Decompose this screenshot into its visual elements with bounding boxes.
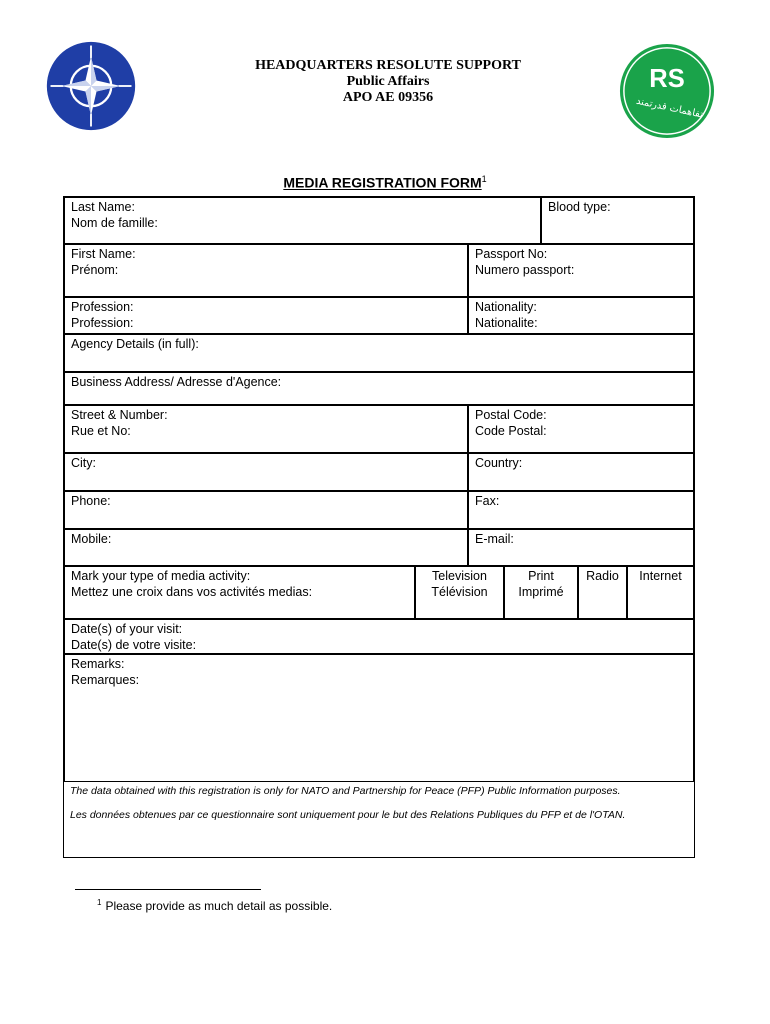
email-field[interactable] xyxy=(468,529,694,566)
media-activity-label-fr: Mettez une croix dans vos activités medias: xyxy=(71,585,313,599)
privacy-notes xyxy=(64,782,694,857)
phone-label: Phone: xyxy=(71,494,111,508)
print-label-en: Print xyxy=(528,569,554,583)
last-name-label-fr: Nom de famille: xyxy=(71,216,158,230)
country-field[interactable] xyxy=(468,453,694,491)
nationality-label-fr: Nationalite: xyxy=(475,316,538,330)
last-name-label-en: Last Name: xyxy=(71,200,135,214)
email-label: E-mail: xyxy=(475,532,514,546)
header-block xyxy=(0,58,770,106)
rs-logo-text: RS xyxy=(649,65,685,94)
postal-code-label-fr: Code Postal: xyxy=(475,424,547,438)
fax-field[interactable] xyxy=(468,491,694,529)
first-name-label-en: First Name: xyxy=(71,247,136,261)
blood-type-field[interactable] xyxy=(541,197,694,244)
header-line-1: HEADQUARTERS RESOLUTE SUPPORT xyxy=(255,58,521,73)
fax-label: Fax: xyxy=(475,494,500,508)
profession-field[interactable] xyxy=(64,297,468,334)
business-address-label: Business Address/ Adresse d'Agence: xyxy=(71,375,282,389)
media-television-checkbox[interactable] xyxy=(415,566,504,619)
header-line-2: Public Affairs xyxy=(346,74,430,89)
country-label: Country: xyxy=(475,456,523,470)
footnote-text: Please provide as much detail as possible. xyxy=(105,899,333,913)
mobile-field[interactable] xyxy=(64,529,468,566)
footnote xyxy=(97,898,332,913)
phone-field[interactable] xyxy=(64,491,468,529)
media-internet-checkbox[interactable] xyxy=(627,566,694,619)
passport-field[interactable] xyxy=(468,244,694,297)
remarks-label-en: Remarks: xyxy=(71,657,125,671)
privacy-note-en: The data obtained with this registration is only for NATO and Partnership for Peace (PFP) Public Information purposes. xyxy=(70,785,621,797)
radio-label: Radio xyxy=(586,569,619,583)
first-name-label-fr: Prénom: xyxy=(71,263,119,277)
television-label-en: Television xyxy=(432,569,487,583)
profession-label-fr: Profession: xyxy=(71,316,134,330)
nationality-label-en: Nationality: xyxy=(475,300,537,314)
internet-label: Internet xyxy=(639,569,682,583)
television-label-fr: Télévision xyxy=(431,585,488,599)
city-field[interactable] xyxy=(64,453,468,491)
privacy-note-fr: Les données obtenues par ce questionnaire sont uniquement pour le but des Relations Publiques du PFP et de l'OTAN. xyxy=(70,809,626,821)
profession-label-en: Profession: xyxy=(71,300,134,314)
street-field[interactable] xyxy=(64,405,468,453)
business-address-field[interactable] xyxy=(64,372,694,405)
passport-label-en: Passport No: xyxy=(475,247,548,261)
agency-details-label: Agency Details (in full): xyxy=(71,337,199,351)
rs-logo-arabic: تفاهمات قدرتمند xyxy=(635,95,704,121)
media-activity-label-en: Mark your type of media activity: xyxy=(71,569,251,583)
footnote-number: 1 xyxy=(97,898,102,907)
last-name-field[interactable] xyxy=(64,197,541,244)
mobile-label: Mobile: xyxy=(71,532,112,546)
media-print-checkbox[interactable] xyxy=(504,566,578,619)
visit-dates-field[interactable] xyxy=(64,619,694,654)
footnote-separator xyxy=(75,889,261,890)
postal-code-field[interactable] xyxy=(468,405,694,453)
agency-details-field[interactable] xyxy=(64,334,694,372)
passport-label-fr: Numero passport: xyxy=(475,263,575,277)
blood-type-label: Blood type: xyxy=(548,200,611,214)
form-title-footnote-ref: 1 xyxy=(481,174,487,184)
form-title xyxy=(0,174,770,191)
print-label-fr: Imprimé xyxy=(518,585,564,599)
media-radio-checkbox[interactable] xyxy=(578,566,627,619)
nationality-field[interactable] xyxy=(468,297,694,334)
postal-code-label-en: Postal Code: xyxy=(475,408,547,422)
city-label: City: xyxy=(71,456,96,470)
street-label-en: Street & Number: xyxy=(71,408,168,422)
header-line-3: APO AE 09356 xyxy=(342,90,434,105)
street-label-fr: Rue et No: xyxy=(71,424,131,438)
first-name-field[interactable] xyxy=(64,244,468,297)
remarks-label-fr: Remarques: xyxy=(71,673,140,687)
visit-dates-label-fr: Date(s) de votre visite: xyxy=(71,638,197,652)
media-activity-label-cell xyxy=(64,566,415,619)
visit-dates-label-en: Date(s) of your visit: xyxy=(71,622,183,636)
form-title-text: MEDIA REGISTRATION FORM xyxy=(283,174,482,191)
remarks-field[interactable] xyxy=(64,654,694,782)
